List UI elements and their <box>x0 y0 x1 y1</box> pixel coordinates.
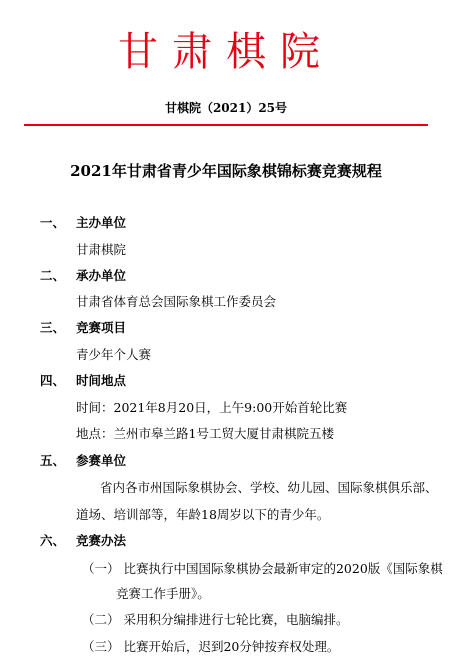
paragraph-time: 时间：2021年8月20日，上午9:00开始首轮比赛 <box>76 400 348 415</box>
section-number: 四、 <box>40 373 66 388</box>
section-heading-organizer <box>40 213 126 231</box>
section-number: 三、 <box>40 320 66 335</box>
section-number: 一、 <box>40 215 66 230</box>
paragraph-organizer: 甘肃棋院 <box>76 242 127 257</box>
document-title: 2021年甘肃省青少年国际象棋锦标赛竞赛规程 <box>70 162 382 180</box>
paragraph-rule3: （三） 比赛开始后，迟到20分钟按弃权处理。 <box>82 639 340 654</box>
section-title: 参赛单位 <box>76 453 127 468</box>
section-number: 二、 <box>40 268 66 283</box>
paragraph-rule2: （二） 采用积分编排进行七轮比赛，电脑编排。 <box>82 612 349 627</box>
section-heading-rules <box>40 531 126 549</box>
section-heading-time-place <box>40 371 126 389</box>
section-title: 承办单位 <box>76 268 127 283</box>
section-title: 主办单位 <box>76 215 127 230</box>
paragraph-co-organizer: 甘肃省体育总会国际象棋工作委员会 <box>76 294 277 309</box>
paragraph-rule1-line2: 竞赛工作手册》。 <box>116 586 210 601</box>
red-divider <box>24 124 428 126</box>
paragraph-rule1-line1: （一） 比赛执行中国国际象棋协会最新审定的2020版《国际象棋 <box>82 561 443 576</box>
section-number: 六、 <box>40 533 66 548</box>
organization-title: 甘肃棋院 <box>118 29 334 75</box>
section-heading-participants <box>40 451 126 469</box>
section-number: 五、 <box>40 453 66 468</box>
paragraph-event: 青少年个人赛 <box>76 347 152 362</box>
paragraph-participants-line1: 省内各市州国际象棋协会、学校、幼儿园、国际象棋俱乐部、 <box>100 480 438 495</box>
section-title: 竞赛办法 <box>76 533 127 548</box>
section-heading-co-organizer <box>40 266 126 284</box>
paragraph-place: 地点：兰州市皋兰路1号工贸大厦甘肃棋院五楼 <box>76 426 334 441</box>
paragraph-participants-line2: 道场、培训部等，年龄18周岁以下的青少年。 <box>76 507 330 522</box>
section-heading-event <box>40 318 126 336</box>
document-number: 甘棋院（2021）25号 <box>164 101 288 115</box>
section-title: 竞赛项目 <box>76 320 127 335</box>
section-title: 时间地点 <box>76 373 127 388</box>
